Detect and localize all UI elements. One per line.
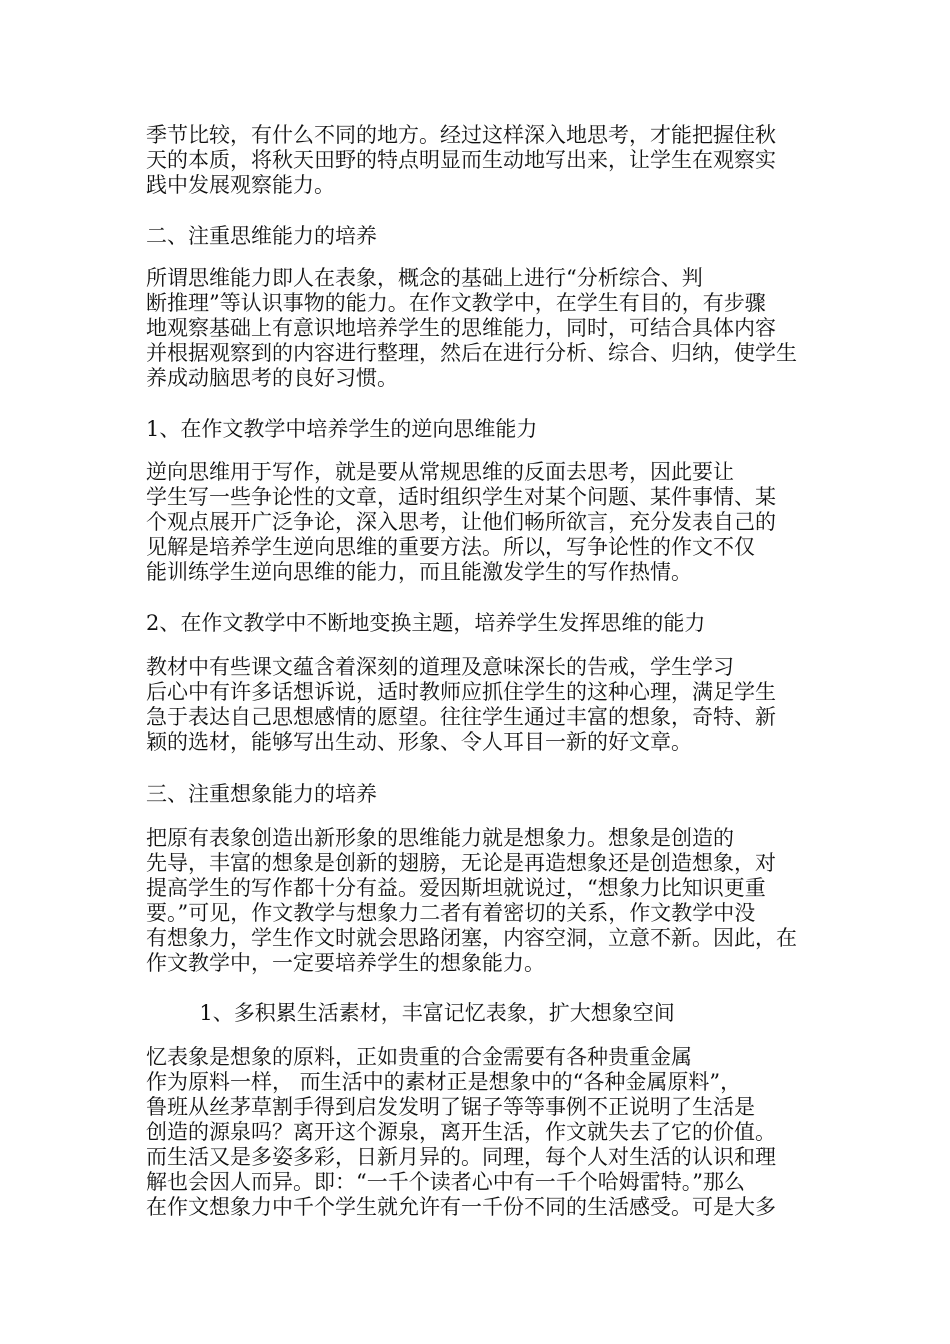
heading-imagination-ability: 三、注重想象能力的培养 [146, 782, 377, 806]
paragraph-reverse-thinking: 逆向思维用于写作，就是要从常规思维的反面去思考，因此要让 学生写一些争论性的文章，适时组织学生对某个问题、某件事情、某 个观点展开广泛争论，深入思考，让他们畅所欲言，充分发表自己的 见解是培养学生逆向思维的重要方法。所以，写争论性的作文不仅 能训练学生逆向思维的能力，而且能激发学生的写作热情。 [146, 460, 776, 584]
paragraph-autumn-observation: 季节比较，有什么不同的地方。经过这样深入地思考，才能把握住秋 天的本质，将秋天田野的特点明显而生动地写出来，让学生在观察实 践中发展观察能力。 [146, 123, 776, 197]
heading-thinking-ability: 二、注重思维能力的培养 [146, 224, 377, 248]
heading-changing-themes: 2、在作文教学中不断地变换主题，培养学生发挥思维的能力 [146, 611, 706, 635]
heading-reverse-thinking: 1、在作文教学中培养学生的逆向思维能力 [146, 417, 538, 441]
paragraph-changing-themes: 教材中有些课文蕴含着深刻的道理及意味深长的告戒，学生学习 后心中有许多话想诉说，适时教师应抓住学生的这种心理，满足学生 急于表达自己思想感情的愿望。往往学生通过丰富的想象，奇特、新 颖的选材，能够写出生动、形象、令人耳目一新的好文章。 [146, 655, 776, 754]
heading-life-materials: 1、多积累生活素材，丰富记忆表象，扩大想象空间 [146, 1001, 675, 1025]
paragraph-imagination: 把原有表象创造出新形象的思维能力就是想象力。想象是创造的 先导，丰富的想象是创新的翅膀，无论是再造想象还是创造想象，对 提高学生的写作都十分有益。爱因斯坦就说过，“想象力比知识更重 要。”可见，作文教学与想象力二者有着密切的关系，作文教学中没 有想象力，学生作文时就会思路闭塞，内容空洞，立意不新。因此，在 作文教学中，一定要培养学生的想象能力。 [146, 826, 797, 975]
paragraph-thinking-definition: 所谓思维能力即人在表象，概念的基础上进行“分析综合、判 断推理”等认识事物的能力。在作文教学中，在学生有目的，有步骤 地观察基础上有意识地培养学生的思维能力，同时，可结合具体内容 并根据观察到的内容进行整理，然后在进行分析、综合、归纳，使学生 养成动脑思考的良好习惯。 [146, 266, 797, 390]
paragraph-life-materials: 忆表象是想象的原料，正如贵重的合金需要有各种贵重金属 作为原料一样， 而生活中的素材正是想象中的“各种金属原料”， 鲁班从丝茅草割手得到启发发明了锯子等等事例不正说明了生活是 创造的源泉吗？离开这个源泉，离开生活，作文就失去了它的价值。 而生活又是多姿多彩，日新月异的。同理，每个人对生活的认识和理 解也会因人而异。即：“一千个读者心中有一千个哈姆雷特。”那么 在作文想象力中千个学生就允许有一千份不同的生活感受。可是大多 [146, 1045, 776, 1219]
